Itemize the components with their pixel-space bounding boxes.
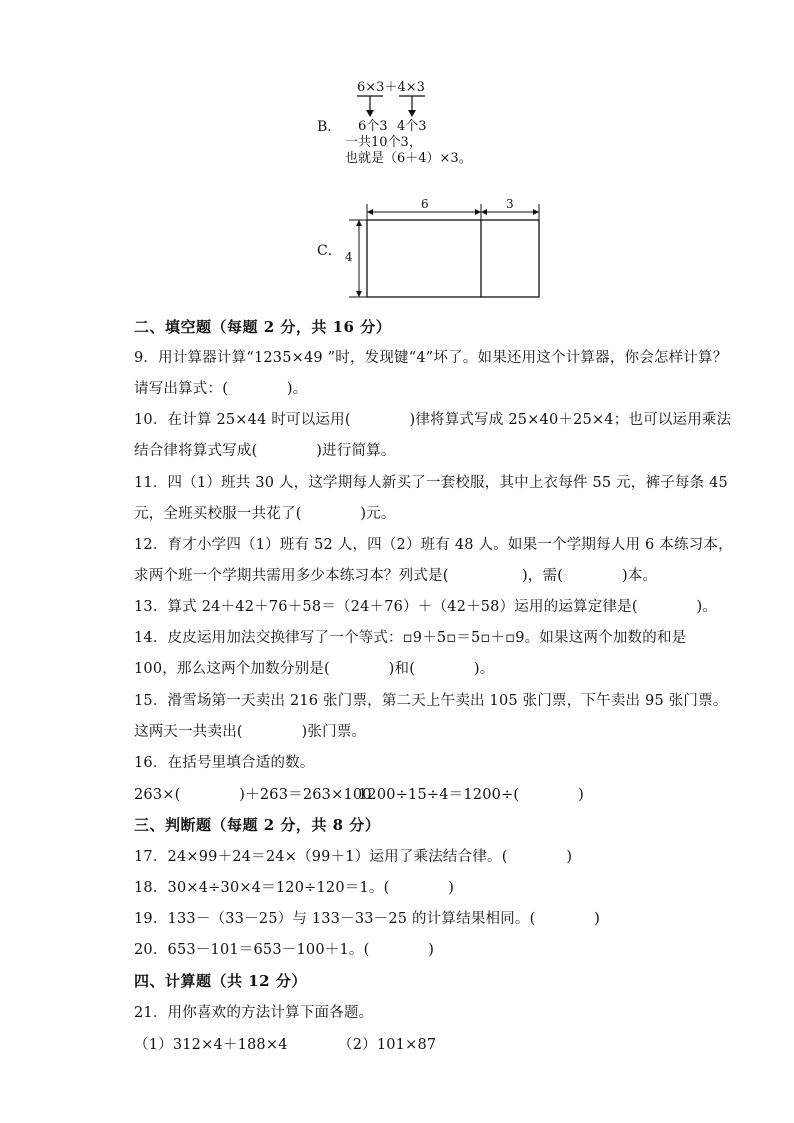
dim-label-3: 3: [506, 197, 514, 211]
dim-label-4: 4: [345, 250, 353, 264]
question-19: 19．133－（33－25）与 133－33－25 的计算结果相同。( ): [134, 911, 601, 927]
question-18: 18．30×4÷30×4＝120÷120＝1。( ): [134, 880, 455, 896]
option-b-line2: 也就是（6＋4）×3。: [345, 151, 472, 166]
question-14-line2: 100，那么这两个加数分别是( )和( )。: [134, 661, 495, 677]
question-12-line1: 12．育才小学四（1）班有 52 人，四（2）班有 48 人。如果一个学期每人用 6 本练习本，: [134, 537, 733, 553]
expr-plus: ＋: [384, 80, 398, 95]
arrow-left-head: [366, 110, 374, 117]
question-12-line2: 求两个班一个学期共需用多少本练习本？列式是( )，需( )本。: [134, 568, 658, 584]
option-b-line1: 一共10个3，: [345, 135, 422, 150]
arrow-right-head: [408, 110, 416, 117]
question-13: 13．算式 24＋42＋76＋58＝（24＋76）＋（42＋58）运用的运算定律是( )。: [134, 599, 718, 615]
question-10-line2: 结合律将算式写成( )进行简算。: [134, 443, 396, 459]
option-c-letter: C．: [317, 243, 342, 259]
question-9-line1: 9．用计算器计算“1235×49 ”时，发现键“4”坏了。如果还用这个计算器，你会怎样计算？: [134, 350, 728, 366]
question-16-right: 1200÷15÷4＝1200÷( ): [358, 787, 584, 803]
option-b-letter: B．: [317, 119, 342, 135]
question-21-part1: （1）312×4＋188×4: [134, 1037, 288, 1053]
question-17: 17．24×99＋24＝24×（99＋1）运用了乘法结合律。( ): [134, 849, 573, 865]
option-b-right-label: 4个3: [397, 119, 427, 134]
option-b-left-label: 6个3: [358, 119, 388, 134]
section-heading-fill-in: 二、填空题（每题 2 分，共 16 分）: [134, 318, 392, 336]
section-heading-calc: 四、计算题（共 12 分）: [134, 972, 307, 990]
option-b-expression: [357, 80, 425, 96]
question-9-line2: 请写出算式：( )。: [134, 381, 308, 397]
question-15-line2: 这两天一共卖出( )张门票。: [134, 724, 367, 740]
outer-rectangle: [367, 220, 539, 297]
expr-left: 6×3: [357, 80, 385, 95]
question-11-line1: 11．四（1）班共 30 人，这学期每人新买了一套校服，其中上衣每件 55 元，裤子每条 45: [134, 475, 728, 491]
question-21-part2: （2）101×87: [338, 1037, 437, 1053]
arrows-diagram: [355, 95, 435, 119]
expr-right: 4×3: [397, 80, 425, 95]
question-16-left: 263×( )＋263＝263×100: [134, 787, 372, 803]
question-10-line1: 10．在计算 25×44 时可以运用( )律将算式写成 25×40＋25×4；也可以运用乘法: [134, 412, 732, 428]
question-16-line1: 16．在括号里填合适的数。: [134, 755, 315, 771]
option-c-rectangle-diagram: [340, 195, 550, 305]
dim-label-6: 6: [421, 197, 429, 211]
question-21: 21．用你喜欢的方法计算下面各题。: [134, 1005, 374, 1021]
question-14-line1: 14．皮皮运用加法交换律写了一个等式：▫9＋5▫＝5▫＋▫9。如果这两个加数的和是: [134, 630, 687, 646]
question-15-line1: 15．滑雪场第一天卖出 216 张门票，第二天上午卖出 105 张门票，下午卖出 95 张门票。: [134, 693, 728, 709]
question-20: 20．653－101＝653－100＋1。( ): [134, 942, 435, 958]
section-heading-judge: 三、判断题（每题 2 分，共 8 分）: [134, 816, 381, 834]
question-11-line2: 元，全班买校服一共花了( )元。: [134, 506, 396, 522]
